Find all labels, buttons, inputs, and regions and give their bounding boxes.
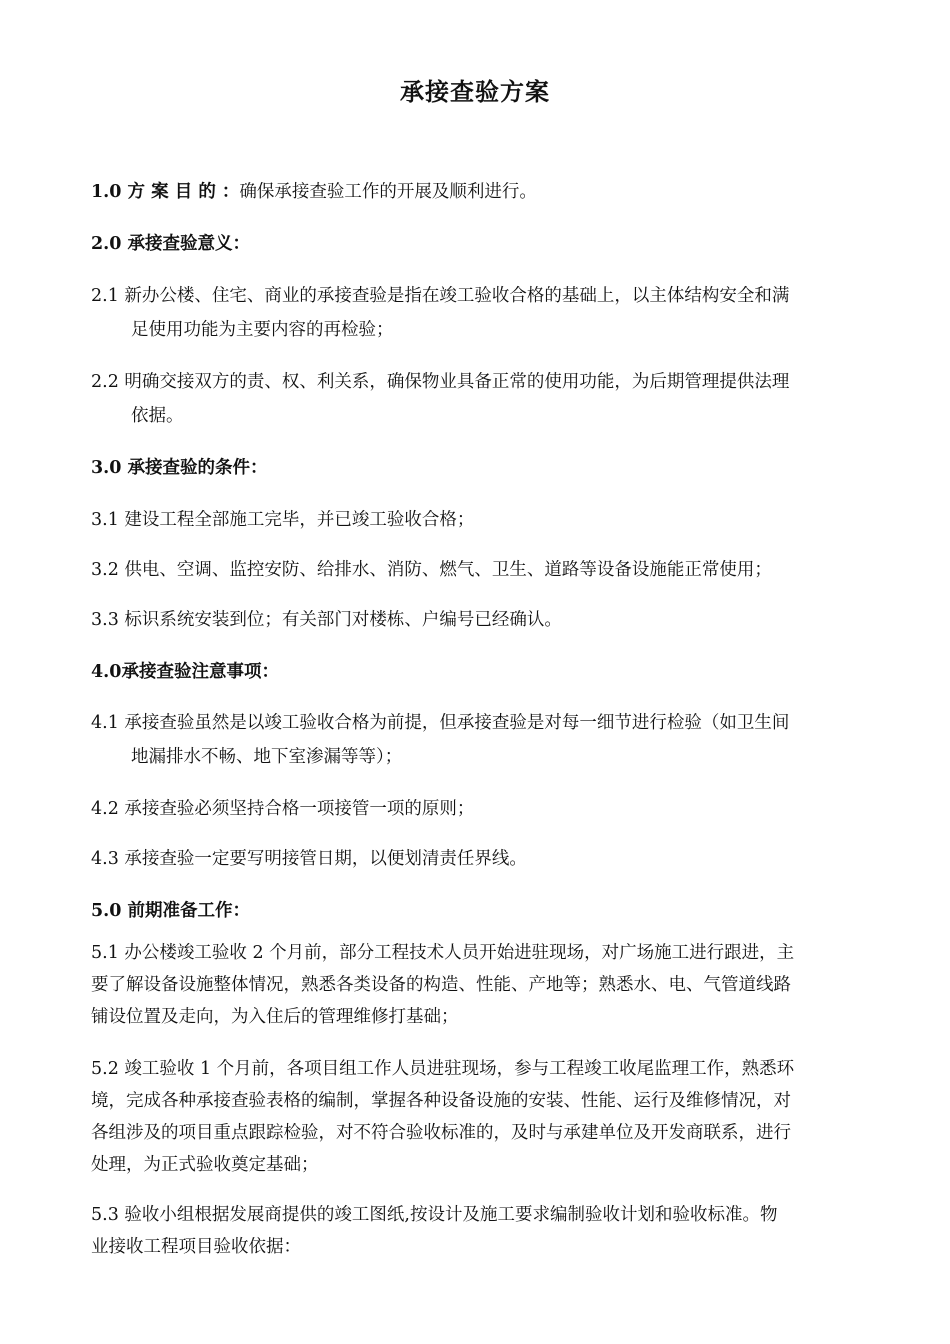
item-2-1-line-1: 2.1 新办公楼、住宅、商业的承接查验是指在竣工验收合格的基础上，以主体结构安全和满 — [91, 286, 790, 306]
section-3-heading: 3.0 承接查验的条件： — [91, 458, 268, 478]
item-2-1-line-2: 足使用功能为主要内容的再检验； — [131, 320, 394, 340]
item-5-1-line-2: 要了解设备设施整体情况，熟悉各类设备的构造、性能、产地等；熟悉水、电、气管道线路 — [91, 975, 791, 995]
section-2-heading: 2.0 承接查验意义： — [91, 234, 251, 254]
section-4-heading: 4.0承接查验注意事项： — [91, 662, 279, 682]
section-1-text: 确保承接查验工作的开展及顺利进行。 — [239, 182, 537, 202]
item-2-2-line-2: 依据。 — [131, 406, 184, 426]
item-5-2-line-1: 5.2 竣工验收 1 个月前，各项目组工作人员进驻现场，参与工程竣工收尾监理工作，熟悉环 — [91, 1059, 795, 1079]
item-5-2-line-4: 处理，为正式验收奠定基础； — [91, 1155, 319, 1175]
item-2-2-line-1: 2.2 明确交接双方的责、权、利关系，确保物业具备正常的使用功能，为后期管理提供法理 — [91, 372, 790, 392]
item-4-1-line-1: 4.1 承接查验虽然是以竣工验收合格为前提，但承接查验是对每一细节进行检验（如卫生间 — [91, 713, 790, 733]
item-4-2: 4.2 承接查验必须坚持合格一项接管一项的原则； — [91, 799, 475, 819]
section-5-heading: 5.0 前期准备工作： — [91, 901, 251, 921]
item-3-2: 3.2 供电、空调、监控安防、给排水、消防、燃气、卫生、道路等设备设施能正常使用； — [91, 560, 772, 580]
section-1-heading: 1.0 方 案 目 的 ： — [91, 182, 240, 202]
item-4-1-line-2: 地漏排水不畅、地下室渗漏等等）； — [131, 747, 403, 767]
item-5-2-line-3: 各组涉及的项目重点跟踪检验，对不符合验收标准的，及时与承建单位及开发商联系，进行 — [91, 1123, 791, 1143]
item-5-2-line-2: 境，完成各种承接查验表格的编制，掌握各种设备设施的安装、性能、运行及维修情况，对 — [91, 1091, 791, 1111]
item-3-1: 3.1 建设工程全部施工完毕，并已竣工验收合格； — [91, 510, 475, 530]
item-5-3-line-1: 5.3 验收小组根据发展商提供的竣工图纸,按设计及施工要求编制验收计划和验收标准。物 — [91, 1205, 778, 1225]
item-4-3: 4.3 承接查验一定要写明接管日期，以便划清责任界线。 — [91, 849, 527, 869]
page-title: 承接查验方案 — [400, 77, 550, 106]
item-3-3: 3.3 标识系统安装到位；有关部门对楼栋、户编号已经确认。 — [91, 610, 562, 630]
item-5-1-line-3: 铺设位置及走向，为入住后的管理维修打基础； — [91, 1007, 459, 1027]
section-1-line — [91, 180, 871, 204]
item-5-3-line-2: 业接收工程项目验收依据： — [91, 1237, 301, 1257]
item-5-1-line-1: 5.1 办公楼竣工验收 2 个月前，部分工程技术人员开始进驻现场，对广场施工进行跟进，主 — [91, 943, 795, 963]
